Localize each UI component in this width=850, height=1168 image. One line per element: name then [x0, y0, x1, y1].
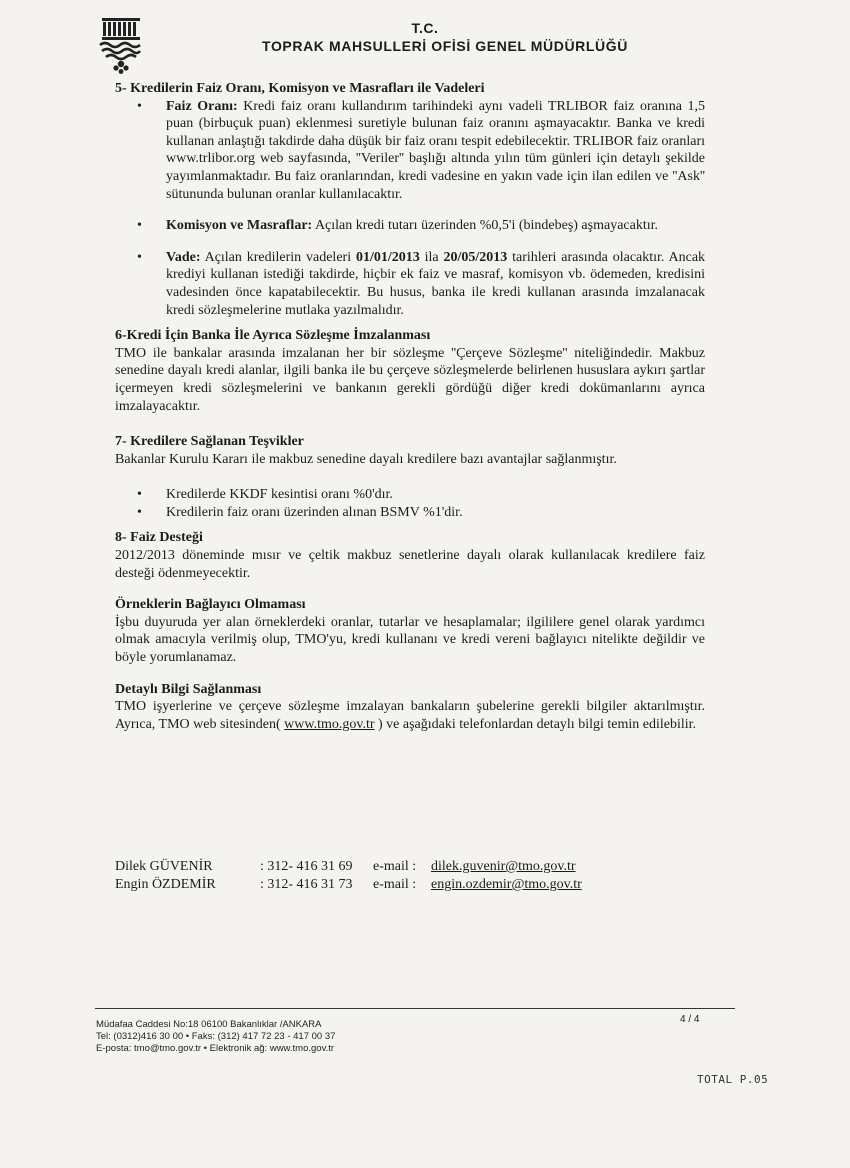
section-7-text: Bakanlar Kurulu Kararı ile makbuz senedine dayalı kredilere bazı avantajlar sağlanmıştır. — [115, 451, 617, 467]
contact-phone: : 312- 416 31 73 — [260, 877, 353, 892]
vade-text-1: Açılan kredilerin vadeleri — [204, 249, 352, 265]
section-10-text-2: ) ve aşağıdaki telefonlardan detaylı bilgi temin edilebilir. — [378, 716, 697, 732]
komisyon-label: Komisyon ve Masraflar: — [166, 218, 313, 234]
section-8-heading: 8- Faiz Desteği — [115, 530, 203, 546]
vade-text-2: ila — [424, 249, 439, 265]
list-item — [115, 217, 705, 235]
list-item — [115, 98, 705, 204]
list-item — [115, 249, 705, 319]
tmo-website-link[interactable]: www.tmo.gov.tr — [284, 716, 375, 732]
vade-end-date: 20/05/2013 — [443, 249, 508, 265]
section-10-heading: Detaylı Bilgi Sağlanması — [115, 681, 262, 697]
footer-address: Müdafaa Caddesi No:18 06100 Bakanlıklar /ANKARA — [96, 1019, 322, 1030]
header-tc: T.C. — [411, 20, 439, 36]
bullet-icon: • — [137, 487, 142, 503]
incentive-item-2: Kredilerin faiz oranı üzerinden alınan BSMV %1'dir. — [166, 504, 463, 520]
vade-text-3: tarihleri arasında olacaktır. Ancak krediyi kullanan istediği takdirde, hiçbir ek faiz ve masraf, komisyon vb. ödemeden, kredisini vadesinden önce kapatabilecektir. Bu husus, banka ile kredi kullanan arasında imzalanacak kredi sözleşmelerine mutlaka yazılmalıdır. — [166, 249, 706, 318]
section-9-heading: Örneklerin Bağlayıcı Olmaması — [115, 597, 306, 613]
section-7-heading: 7- Kredilere Sağlanan Teşvikler — [115, 434, 304, 450]
contact-email-link[interactable]: dilek.guvenir@tmo.gov.tr — [431, 859, 576, 874]
footer-address-block — [96, 1019, 335, 1055]
list-item — [115, 504, 705, 522]
komisyon-text: Açılan kredi tutarı üzerinden %0,5'i (bindebeş) aşmayacaktır. — [314, 218, 658, 234]
contact-name: Engin ÖZDEMİR — [115, 877, 216, 892]
faiz-orani-label: Faiz Oranı: — [166, 98, 238, 114]
contact-email-link[interactable]: engin.ozdemir@tmo.gov.tr — [431, 877, 582, 892]
section-6-text: TMO ile bankalar arasında imzalanan her bir sözleşme ''Çerçeve Sözleşme'' niteliğindedir. Makbuz senedine dayalı kredi alanlar, ilgili banka ile bu çerçeve sözleşmelerde belirlenen hususlara aykırı şartlar içermeyen kredi sözleşmelerini ve bankanın gerekli gördüğü diğer kredi dokümanlarını ayrıca imzalayacaktır. — [115, 345, 705, 414]
contact-row — [115, 858, 582, 876]
bullet-icon: • — [137, 504, 142, 520]
incentive-item-1: Kredilerde KKDF kesintisi oranı %0'dır. — [166, 487, 393, 503]
page-number: 4 / 4 — [680, 1014, 700, 1025]
contact-list — [115, 858, 582, 894]
contact-row — [115, 876, 582, 894]
footer-divider — [95, 1008, 735, 1009]
faiz-orani-text: Kredi faiz oranı kullandırım tarihindeki aynı vadeli TRLIBOR faiz oranına 1,5 puan (birbuçuk puan) eklenmesi suretiyle bulunan faiz oranını aşmayacaktır. Banka ve kredi kullanan anlaştığı takdirde daha düşük bir faiz oranı tespit edebilecektir. TRLIBOR faiz oranları www.trlibor.org web sayfasında, ''Veriler'' başlığı altında yılın tüm günleri için detaylı şekilde yayımlanmaktadır. Bu faiz oranlarından, kredi vadesine en yakın vade için ilan edilen ve ''Ask'' sütununda bulunan oranlar kullanılacaktır. — [166, 98, 705, 202]
fax-total-pages: TOTAL P.05 — [697, 1073, 769, 1086]
footer-email: E-posta: tmo@tmo.gov.tr • Elektronik ağ: www.tmo.gov.tr — [96, 1043, 335, 1054]
section-8-text: 2012/2013 döneminde mısır ve çeltik makbuz senetlerine dayalı olarak kullanılacak kredilere faiz desteği ödenmeyecektir. — [115, 548, 705, 581]
section-5-heading: 5- Kredilerin Faiz Oranı, Komisyon ve Masrafları ile Vadeleri — [115, 81, 485, 96]
section-9-text: İşbu duyuruda yer alan örneklerdeki oranlar, tutarlar ve hesaplamalar; ilgililere genel olarak yardımcı olmak amacıyla verilmiş olup, TMO'yu, kredi kullananı ve kredi vereni bağlayıcı nitelikte değildir ve böyle yorumlanamaz. — [115, 614, 705, 666]
section-10-text — [115, 698, 705, 733]
contact-email-label: e-mail : — [373, 877, 417, 892]
section-6-heading: 6-Kredi İçin Banka İle Ayrıca Sözleşme İmzalanması — [115, 328, 431, 344]
document-body — [115, 80, 705, 733]
section-10-text-1: TMO işyerlerine ve çerçeve sözleşme imzalayan bankaların şubelerine gerekli bilgiler aktarılmıştır. Ayrıca, TMO web sitesinden( — [115, 699, 705, 732]
contact-email-label: e-mail : — [373, 859, 417, 874]
bullet-icon: • — [137, 249, 142, 265]
bullet-icon: • — [137, 98, 142, 114]
footer-phone: Tel: (0312)416 30 00 • Faks: (312) 417 72 23 - 417 00 37 — [96, 1031, 336, 1042]
contact-phone: : 312- 416 31 69 — [260, 859, 353, 874]
vade-start-date: 01/01/2013 — [355, 249, 420, 265]
contact-name: Dilek GÜVENİR — [115, 859, 213, 874]
bullet-icon: • — [137, 218, 142, 234]
header-organization: TOPRAK MAHSULLERİ OFİSİ GENEL MÜDÜRLÜĞÜ — [262, 38, 628, 54]
vade-label: Vade: — [166, 249, 201, 265]
list-item — [115, 486, 705, 504]
